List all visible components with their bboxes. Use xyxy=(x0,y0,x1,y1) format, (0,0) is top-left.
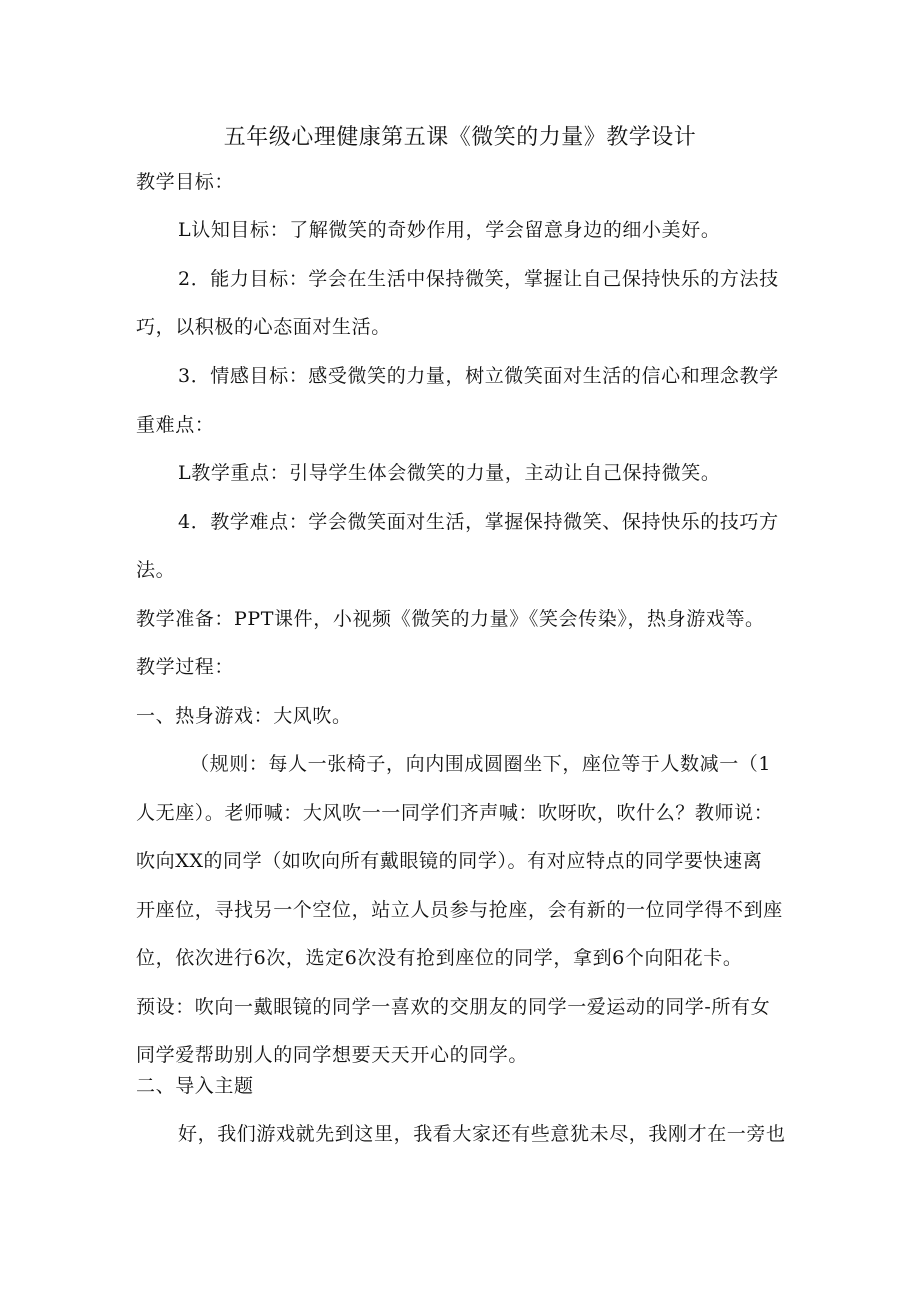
section-heading-process: 教学过程： xyxy=(136,656,235,678)
section-heading-key-points: 重难点： xyxy=(136,414,215,436)
paragraph-line: 4．教学难点：学会微笑面对生活，掌握保持微笑、保持快乐的技巧方 xyxy=(178,511,779,533)
section-heading-objectives: 教学目标： xyxy=(136,171,235,193)
paragraph-line: L认知目标：了解微笑的奇妙作用，学会留意身边的细小美好。 xyxy=(178,219,721,241)
paragraph-line: 法。 xyxy=(136,559,176,581)
section-heading-warmup: 一、热身游戏：大风吹。 xyxy=(136,705,352,727)
paragraph-line: 同学爱帮助别人的同学想要天天开心的同学。 xyxy=(136,1044,529,1066)
paragraph-line: 巧，以积极的心态面对生活。 xyxy=(136,316,391,338)
section-heading-intro: 二、导入主题 xyxy=(136,1075,254,1097)
paragraph-line: 3．情感目标：感受微笑的力量，树立微笑面对生活的信心和理念教学 xyxy=(178,365,779,387)
paragraph-line: 人无座）。老师喊：大风吹一一同学们齐声喊：吹呀吹，吹什么？教师说： xyxy=(136,802,774,824)
paragraph-line: 预设：吹向一戴眼镜的同学一喜欢的交朋友的同学一爱运动的同学-所有女 xyxy=(136,996,771,1018)
paragraph-line: 开座位，寻找另一个空位，站立人员参与抢座，会有新的一位同学得不到座 xyxy=(136,899,783,921)
paragraph-line: 2．能力目标：学会在生活中保持微笑，掌握让自己保持快乐的方法技 xyxy=(178,268,779,290)
paragraph-line: L教学重点：引导学生体会微笑的力量，主动让自己保持微笑。 xyxy=(178,462,721,484)
section-heading-preparation: 教学准备：PPT课件，小视频《微笑的力量》《笑会传染》，热身游戏等。 xyxy=(136,608,765,630)
paragraph-line: 吹向XX的同学（如吹向所有戴眼镜的同学）。有对应特点的同学要快速离 xyxy=(136,850,763,872)
document-title: 五年级心理健康第五课《微笑的力量》教学设计 xyxy=(223,125,697,150)
paragraph-line: 好，我们游戏就先到这里，我看大家还有些意犹未尽，我刚才在一旁也 xyxy=(178,1123,786,1145)
paragraph-line: （规则：每人一张椅子，向内围成圆圈坐下，座位等于人数减一（1 xyxy=(190,753,772,775)
paragraph-line: 位，依次进行6次，选定6次没有抢到座位的同学，拿到6个向阳花卡。 xyxy=(136,947,743,969)
